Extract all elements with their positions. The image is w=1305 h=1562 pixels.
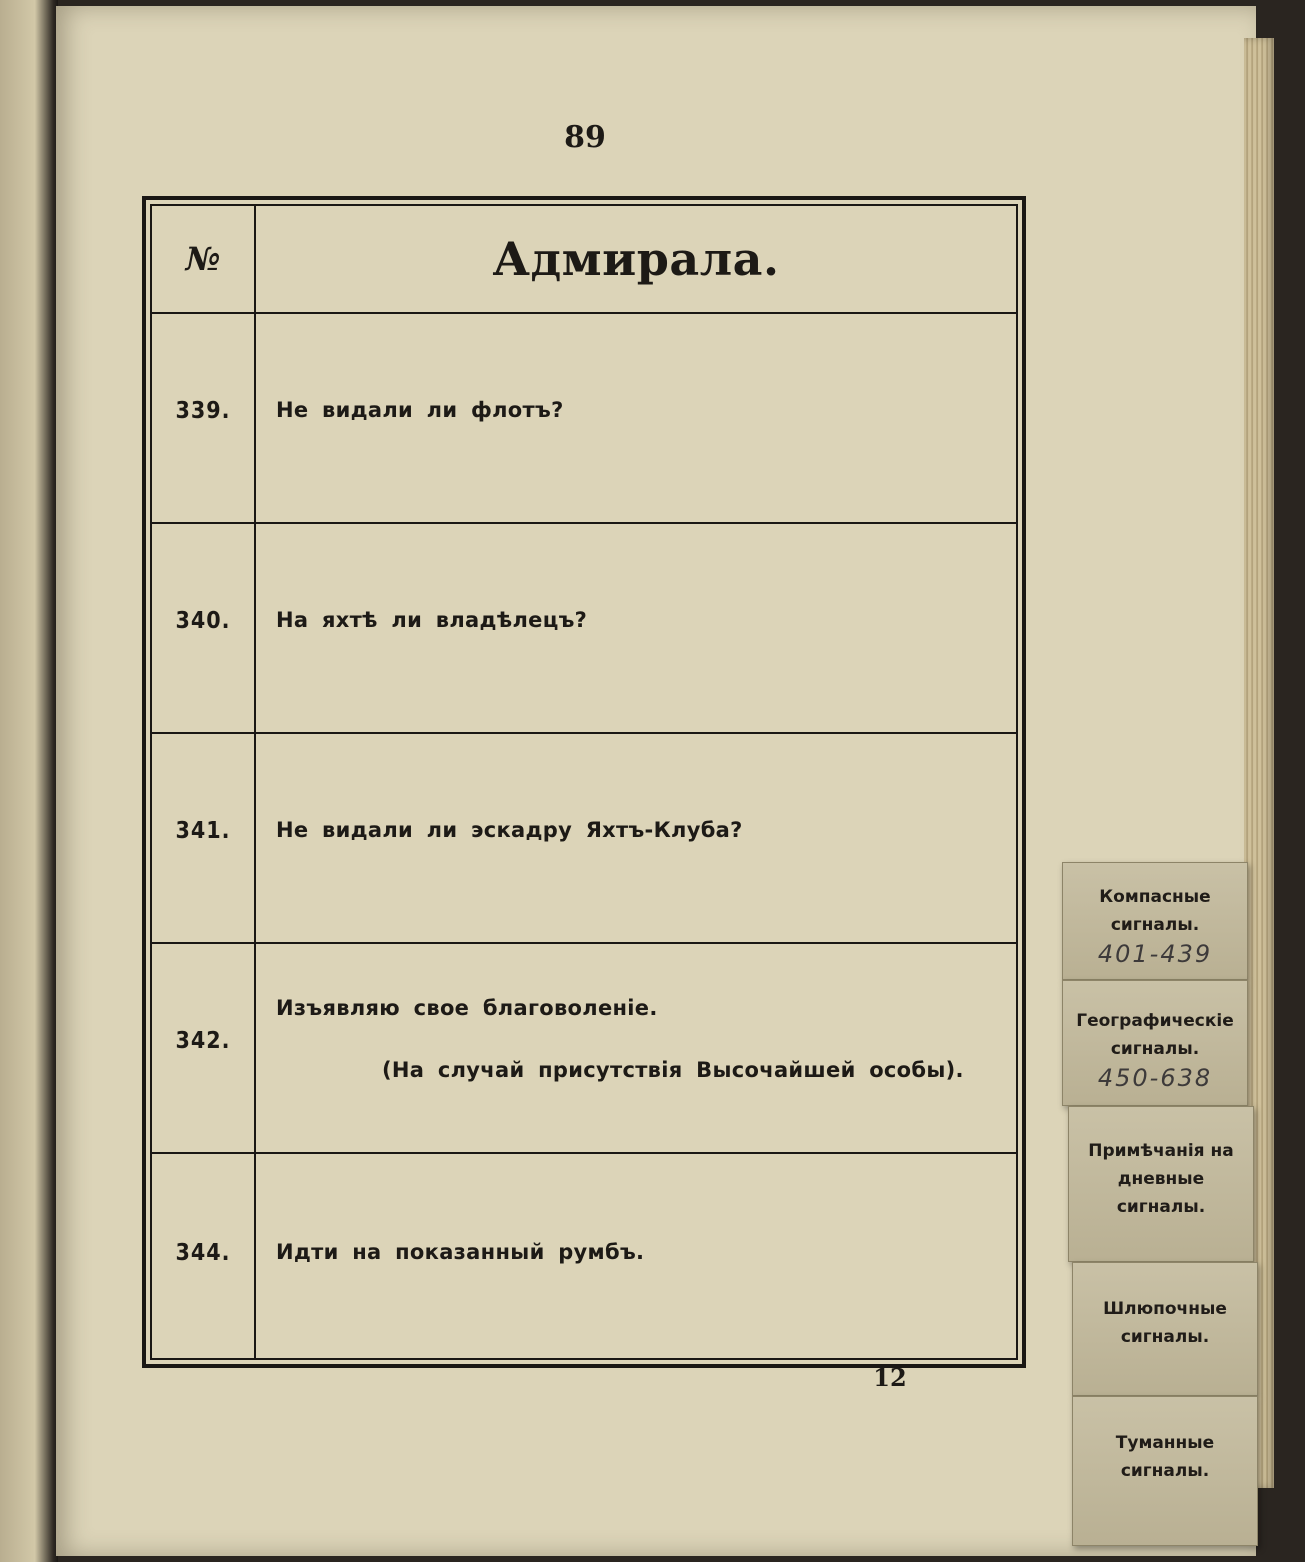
header-divider [152,312,1016,314]
row-divider [152,942,1016,944]
signal-number: 340. [175,608,231,634]
header-number: № [185,240,221,278]
signal-number: 344. [175,1240,231,1266]
tab-label: сигналы. [1120,1327,1210,1347]
signal-text: Идти на показанный румбъ. [276,1240,645,1264]
tab-geographic-signals[interactable] [1062,980,1248,1106]
page-number: 89 [564,120,606,155]
tab-label: Туманные [1115,1433,1215,1453]
tab-label: сигналы. [1110,1039,1200,1059]
tab-day-signal-notes[interactable] [1068,1106,1254,1262]
signal-table [142,196,1026,1368]
tab-boat-signals[interactable] [1072,1262,1258,1396]
row-divider [152,522,1016,524]
signal-number: 341. [175,818,231,844]
tab-label: Компасные [1099,887,1211,907]
signal-text: На яхтѣ ли владѣлецъ? [276,608,588,632]
signal-number: 339. [175,398,231,424]
tab-label: Шлюпочные [1103,1299,1227,1319]
header-title: Адмирала. [492,232,780,286]
signal-table-inner [150,204,1018,1360]
handwritten-range: 401-439 [1097,940,1213,968]
tab-fog-signals[interactable] [1072,1396,1258,1546]
facing-page-edge [0,0,58,1562]
handwritten-range: 450-638 [1097,1064,1213,1092]
tab-compass-signals[interactable] [1062,862,1248,980]
tab-label: Географическіе [1076,1011,1234,1031]
tab-label: сигналы. [1110,915,1200,935]
tab-label: Примѣчанія на [1088,1141,1234,1161]
tab-label: сигналы. [1116,1197,1206,1217]
signal-text: Не видали ли флотъ? [276,398,564,422]
row-divider [152,1152,1016,1154]
row-divider [152,732,1016,734]
signal-number: 342. [175,1028,231,1054]
signal-text: Не видали ли эскадру Яхтъ-Клуба? [276,818,743,842]
signal-text: Изъявляю свое благоволеніе. [276,996,658,1020]
sheet-number: 12 [873,1363,907,1392]
tab-label: сигналы. [1120,1461,1210,1481]
signal-note: (На случай присутствія Высочайшей особы). [382,1058,964,1082]
column-divider [254,206,256,1358]
tab-label: дневные [1117,1169,1205,1189]
